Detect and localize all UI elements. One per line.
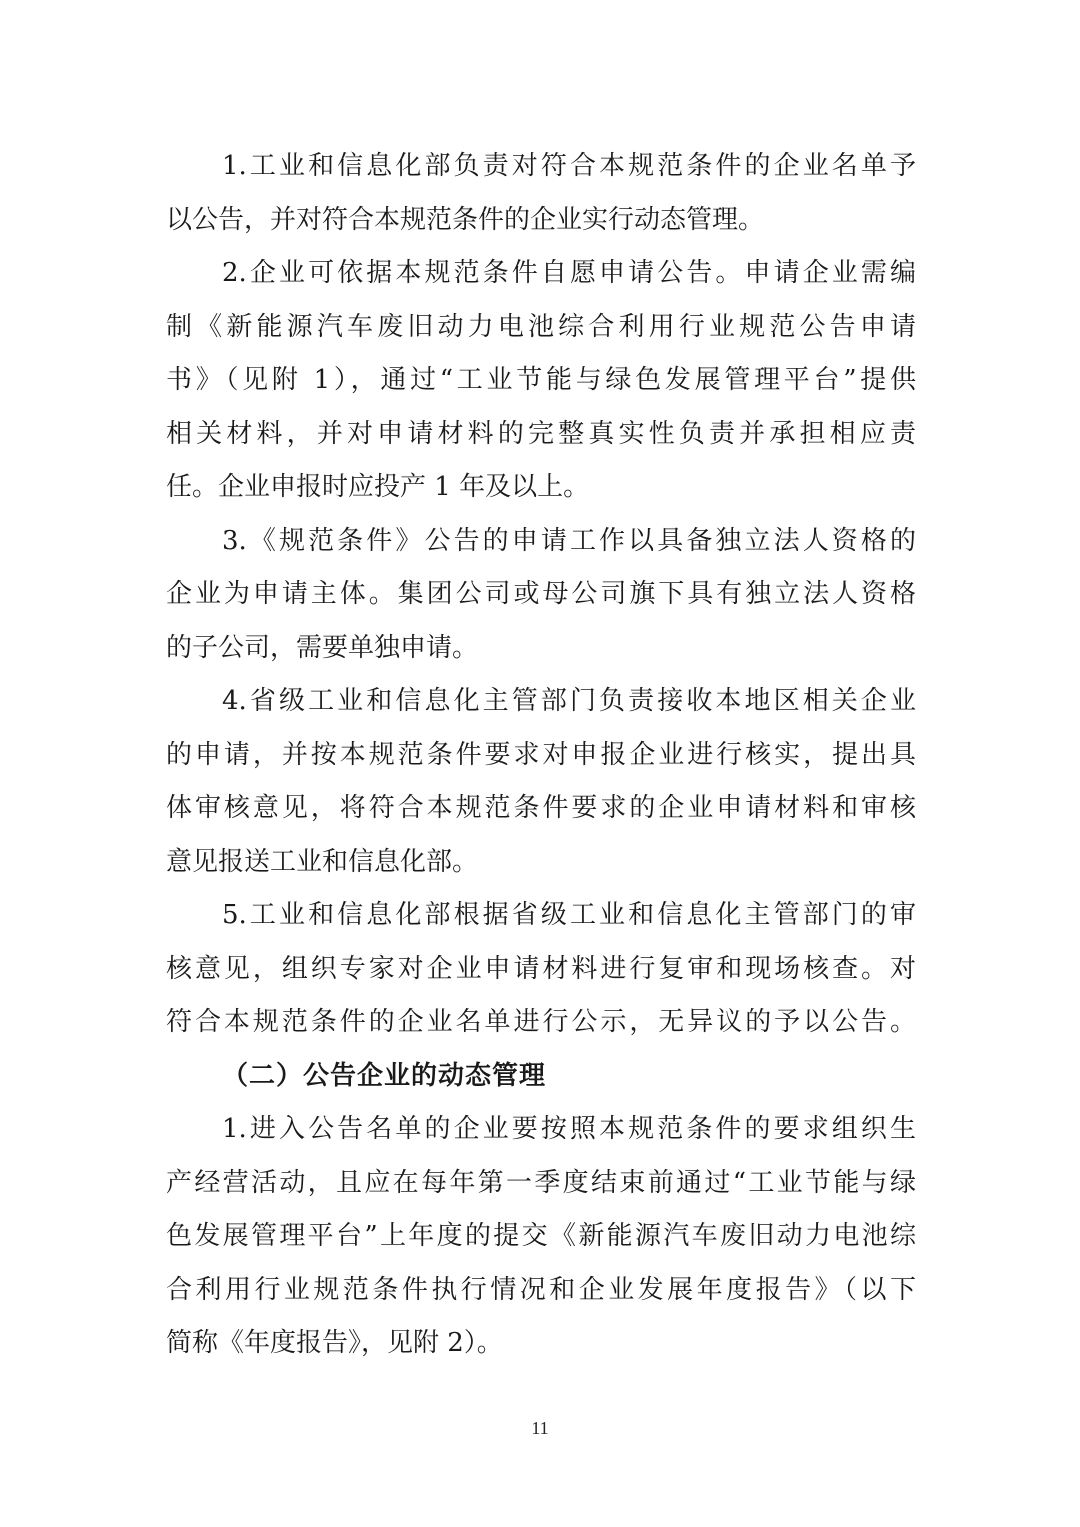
paragraph-1-line-2: 以公告，并对符合本规范条件的企业实行动态管理。 — [166, 204, 765, 235]
paragraph-3-line-3: 的子公司，需要单独申请。 — [166, 632, 479, 663]
paragraph-4-line-3: 体审核意见，将符合本规范条件要求的企业申请材料和审核 — [166, 793, 916, 823]
paragraph-2-line-2: 制《新能源汽车废旧动力电池综合利用行业规范公告申请 — [166, 311, 916, 342]
section-heading: （二）公告企业的动态管理 — [222, 1060, 547, 1091]
section-paragraph-line-1: 1.进入公告名单的企业要按照本规范条件的要求组织生 — [222, 1114, 916, 1144]
paragraph-1-line-1: 1.工业和信息化部负责对符合本规范条件的企业名单予 — [222, 151, 916, 181]
document-body — [166, 140, 916, 1371]
paragraph-2-line-1: 2.企业可依据本规范条件自愿申请公告。申请企业需编 — [222, 258, 916, 288]
paragraph-4-line-4: 意见报送工业和信息化部。 — [166, 846, 479, 877]
page-number: 11 — [531, 1418, 549, 1438]
paragraph-5-line-2: 核意见，组织专家对企业申请材料进行复审和现场核查。对 — [166, 953, 916, 984]
section-paragraph-line-4: 合利用行业规范条件执行情况和企业发展年度报告》（以下 — [166, 1274, 916, 1305]
section-paragraph-line-5: 简称《年度报告》，见附 2）。 — [166, 1328, 503, 1358]
paragraph-3-line-2: 企业为申请主体。集团公司或母公司旗下具有独立法人资格 — [166, 579, 916, 609]
paragraph-2-line-4: 相关材料，并对申请材料的完整真实性负责并承担相应责 — [166, 418, 916, 449]
section-paragraph-line-3: 色发展管理平台”上年度的提交《新能源汽车废旧动力电池综 — [166, 1221, 916, 1251]
paragraph-5-line-1: 5.工业和信息化部根据省级工业和信息化主管部门的审 — [222, 900, 916, 930]
paragraph-2-line-5: 任。企业申报时应投产 1 年及以上。 — [166, 472, 590, 502]
paragraph-2-line-3: 书》（见附 1），通过“工业节能与绿色发展管理平台”提供 — [166, 365, 916, 395]
paragraph-4-line-2: 的申请，并按本规范条件要求对申报企业进行核实，提出具 — [166, 739, 916, 770]
section-paragraph-line-2: 产经营活动，且应在每年第一季度结束前通过“工业节能与绿 — [166, 1167, 916, 1198]
paragraph-4-line-1: 4.省级工业和信息化主管部门负责接收本地区相关企业 — [222, 686, 916, 716]
paragraph-3-line-1: 3.《规范条件》公告的申请工作以具备独立法人资格的 — [222, 525, 916, 556]
paragraph-5-line-3: 符合本规范条件的企业名单进行公示，无异议的予以公告。 — [166, 1007, 916, 1037]
